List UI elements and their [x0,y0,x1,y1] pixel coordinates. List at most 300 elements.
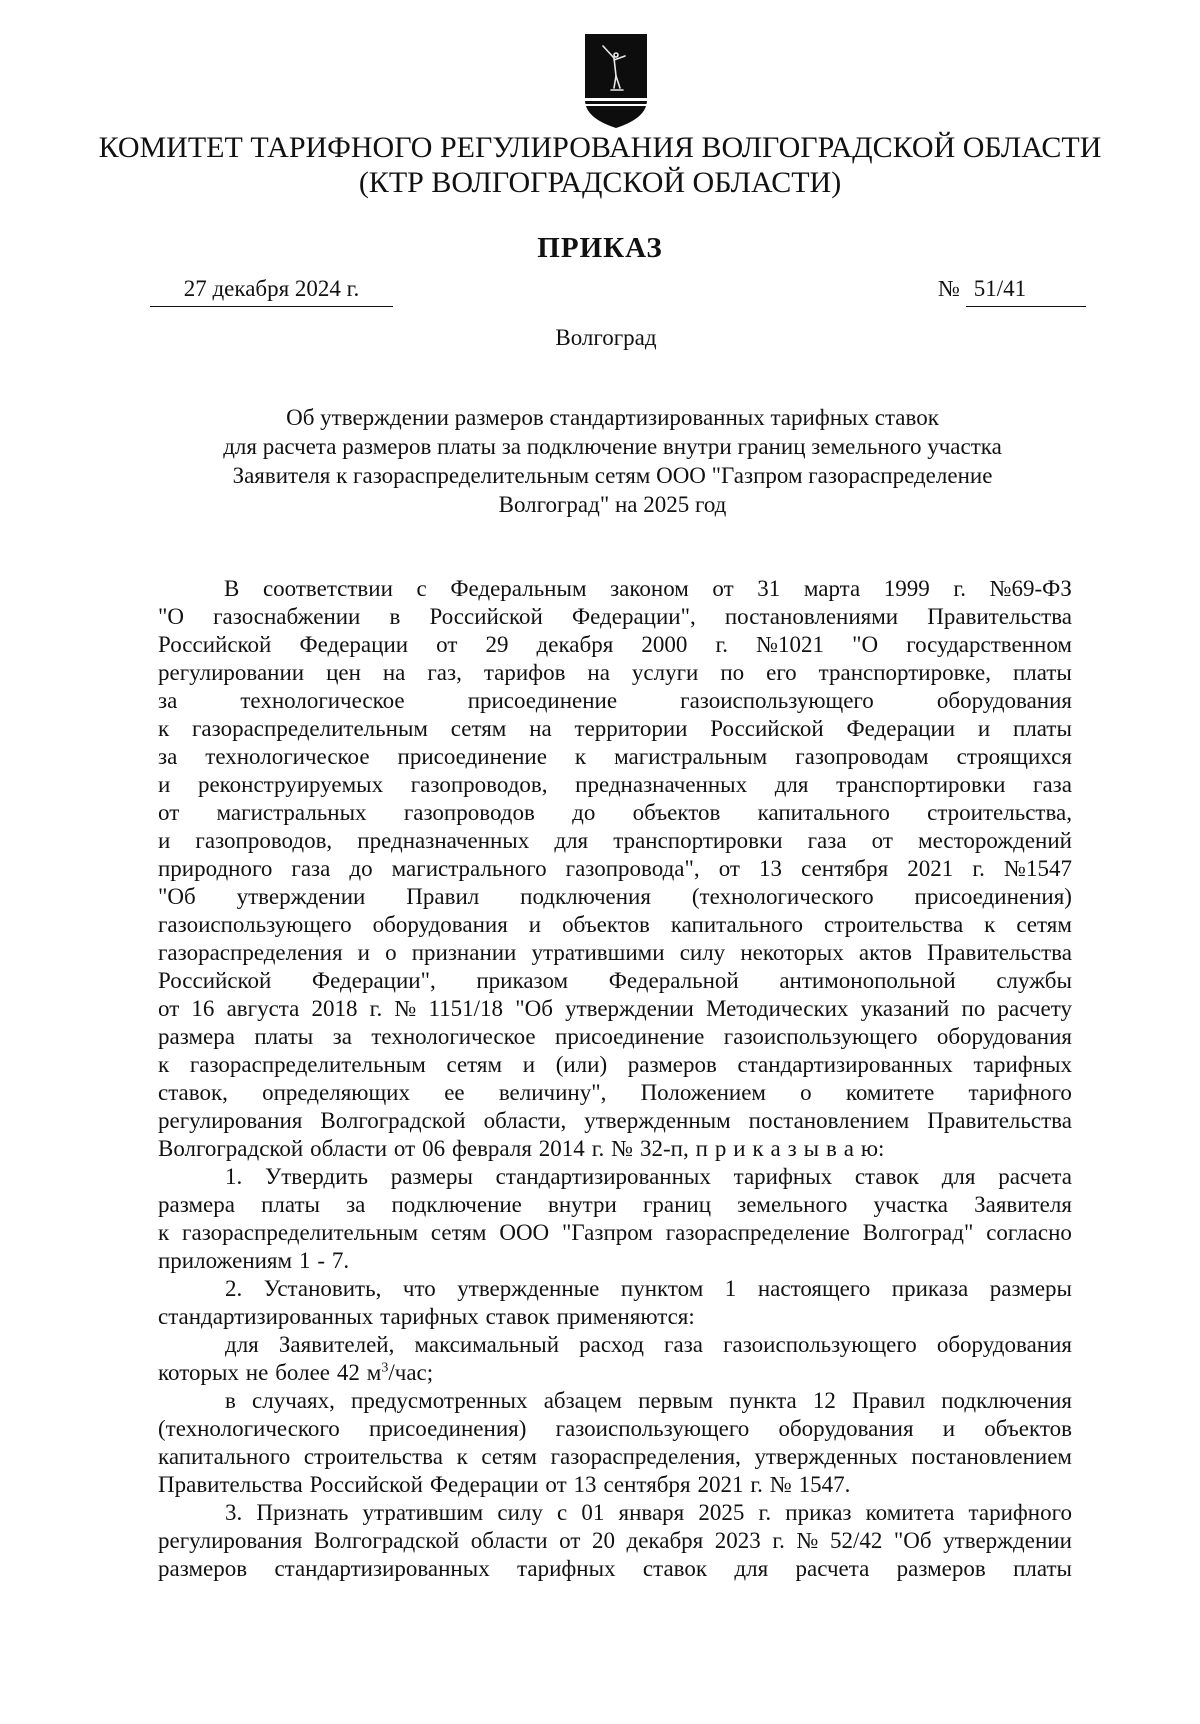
body-word: Российской [309,1472,423,1497]
body-line [158,1247,1072,1275]
body-word: сетям [1016,912,1072,937]
body-word: платы [261,1192,320,1217]
body-word: №1021 [756,632,825,657]
body-word: применяются: [556,1304,695,1329]
body-word: утратившим [362,1500,484,1525]
body-word: расчета [795,1556,870,1581]
body-word: Федерации", [571,604,696,629]
body-word: некоторых [740,940,844,965]
body-word: к [984,912,996,937]
body-word: до [572,800,596,825]
body-word: магистральных [216,800,367,825]
body-word: за [332,1024,352,1049]
body-word: "Об [893,1528,932,1553]
body-word: цен [326,660,361,685]
body-line [158,715,1072,743]
body-word: области [470,1528,548,1553]
body-line [158,1443,1072,1471]
body-word: регулировании [158,660,305,685]
body-line [158,1555,1072,1583]
body-word: 2. [225,1276,243,1301]
subject-line: Об утверждении размеров стандартизированных тарифных ставок [286,405,939,430]
body-word: газораспределения, [550,1444,741,1469]
body-line [158,1331,1072,1359]
order-number-field [938,276,1086,307]
body-word: пункта [729,1388,797,1413]
body-line [158,967,1072,995]
body-word: Утвердить [264,1164,368,1189]
body-word: законом [610,576,689,601]
org-name: КОМИТЕТ ТАРИФНОГО РЕГУЛИРОВАНИЯ ВОЛГОГРАДСКОЙ ОБЛАСТИ [98,131,1102,164]
body-word: постановлениями [724,604,899,629]
body-line [158,603,1072,631]
body-word: капитального [670,912,804,937]
body-word: 2000 [641,632,688,657]
body-word: на [529,716,552,741]
body-word: з [787,1136,797,1161]
body-word: приложениям [158,1248,293,1273]
body-word: 1. [225,1164,243,1189]
body-word: Правил [406,884,480,909]
body-word: тарифных [973,1052,1072,1077]
body-word: объектов [632,800,721,825]
body-word: до [349,856,373,881]
body-word: постановлением [911,1444,1072,1469]
body-word: величину", [498,1080,607,1105]
body-word: что [402,1276,436,1301]
body-word: Российской [158,968,272,993]
body-line [158,743,1072,771]
body-word: 2018 [311,996,358,1021]
body-word: для [774,772,809,797]
body-word: 42 [336,1360,360,1385]
body-word: к [158,1220,170,1245]
body-word: п [695,1136,708,1161]
body-word: Российской [710,716,824,741]
body-word: к [574,744,587,769]
body-word: декабря [626,1528,704,1553]
body-word: первым [638,1388,714,1413]
body-word: и [942,1416,956,1441]
body-word: присоединения) [368,1416,527,1441]
body-word: газораспределительным [182,1220,419,1245]
body-word: и [357,940,370,965]
body-word: оборудования [936,1332,1072,1357]
body-word: газоиспользующего [555,1416,750,1441]
body-word: тарифного [968,1500,1072,1525]
body-word: Правительства [927,1108,1072,1133]
body-word: "Об [158,884,196,909]
body-word: в [825,1136,837,1161]
order-date: 27 декабря 2024 г. [150,276,393,307]
body-line [158,1275,1072,1303]
body-word: соответствии [262,576,393,601]
body-word: Правительства [927,940,1072,965]
body-word: газоиспользующего [158,912,352,937]
body-word: государственном [906,632,1072,657]
body-word: тарифных [733,1164,833,1189]
body-word: указаний [860,996,950,1021]
body-word: для [225,1332,259,1357]
body-word: р [714,1136,727,1161]
body-word: стандартизированных [495,1164,711,1189]
body-word: антимонопольной [779,968,956,993]
body-word: тарифного [968,1080,1072,1105]
body-word: ю: [860,1136,885,1161]
body-word: утверждении [565,996,694,1021]
body-line [158,799,1072,827]
body-word: Правительства [158,1472,303,1497]
body-word: земельного [737,1192,848,1217]
body-word: г. [715,632,729,657]
body-word: строительства, [927,800,1072,825]
body-word: случаях, [252,1388,335,1413]
subject-line: Заявителя к газораспределительным сетям ООО "Газпром газораспределение [232,463,993,488]
body-word: платы [1013,716,1072,741]
body-word: сентября [603,1472,691,1497]
body-word: объектов [562,912,650,937]
body-word: от [158,996,180,1021]
body-word: 52/42 [829,1528,883,1553]
body-line [158,1387,1072,1415]
body-word: газопроводов, [410,772,548,797]
body-word: к [158,1052,170,1077]
body-word: №69-ФЗ [989,576,1072,601]
body-word: пунктом [620,1276,704,1301]
coat-of-arms-emblem [583,32,649,132]
body-word: Российской [158,632,272,657]
body-word: сетям [446,1052,503,1077]
body-word: 06 [422,1136,446,1161]
body-word: по [961,996,986,1021]
body-word: сетям [481,1444,537,1469]
body-word: "Газпром [562,1220,653,1245]
body-word: 1547. [798,1472,851,1497]
body-word: транспортировки [836,772,1006,797]
body-word: с [557,1500,568,1525]
body-word: платы [1012,660,1072,685]
body-word: строительства [303,1444,443,1469]
body-word: газопроводов [403,800,535,825]
body-word: 16 [191,996,215,1021]
body-word: приказа [891,1276,969,1301]
body-word: утвержденным [584,1108,731,1133]
body-word: Методических [705,996,849,1021]
body-word: на [382,660,406,685]
body-line [158,1527,1072,1555]
body-word: максимальный [414,1332,560,1357]
body-word: января [618,1500,685,1525]
body-word: Признать [256,1500,349,1525]
body-word: 2025 [698,1500,745,1525]
body-word: ы [803,1136,820,1161]
body-word: размеров [896,1556,986,1581]
body-word: силу [497,1500,543,1525]
body-word: г. [972,856,985,881]
body-word: утверждении [943,1528,1072,1553]
body-word: 31 [757,576,781,601]
body-word: 32-п, [640,1136,689,1161]
body-word: газораспределительным [192,716,428,741]
body-word: тарифов [483,660,566,685]
body-word: газоиспользующего [723,1024,918,1049]
body-word: оборудования [778,1416,914,1441]
body-word: которых [158,1360,239,1385]
body-word: согласно [986,1220,1072,1245]
body-word: стандартизированных [158,1304,374,1329]
body-word: стандартизированных [737,1052,953,1077]
body-word: и [158,828,171,853]
body-line [158,1023,1072,1051]
body-word: ставок [642,1556,708,1581]
body-word: настоящего [757,1276,871,1301]
body-word: г. [369,996,383,1021]
body-line [158,1359,1072,1387]
body-word: Правил [852,1388,926,1413]
body-word: ставок [485,1304,550,1329]
body-word: газораспределительным [189,1052,426,1077]
body-line [158,827,1072,855]
body-word: 01 [581,1500,605,1525]
body-word: не [245,1360,269,1385]
order-body [158,575,1072,1583]
body-word: Волгоградской [158,1136,304,1161]
body-word: области [310,1136,388,1161]
body-word: сетям [450,716,507,741]
body-word: газа [664,1332,703,1357]
body-word: стандартизированных [274,1556,490,1581]
body-word: № [796,1528,819,1553]
body-word: подключения [941,1388,1072,1413]
body-word: участка [873,1192,949,1217]
body-word: присоединения) [914,884,1072,909]
body-word: магистрального [391,856,547,881]
body-word: абзацем [543,1388,622,1413]
body-word: присоединение [397,744,547,769]
body-word: от [871,828,893,853]
body-word: № [611,1136,634,1161]
body-word: признании [411,940,517,965]
body-word: расчету [997,996,1072,1021]
body-word: Федеральным [450,576,587,601]
body-word: размеров [627,1052,717,1077]
body-word: более [275,1360,331,1385]
body-line [158,659,1072,687]
body-word: сентября [801,856,889,881]
body-word: №1547 [1004,856,1072,881]
body-word: транспортировки [613,828,783,853]
body-line [158,1163,1072,1191]
body-word: Волгоград" [862,1220,974,1245]
body-line [158,1303,1072,1331]
body-word: расход [579,1332,644,1357]
body-word: г. [758,1500,772,1525]
body-word: газопроводов, [195,828,333,853]
body-word: 2023 [714,1528,761,1553]
body-word: платы [1013,1556,1072,1581]
body-word: размеры [390,1164,473,1189]
body-line [158,1107,1072,1135]
body-line [158,1219,1072,1247]
body-word: Установить, [263,1276,382,1301]
body-word: оборудования [936,1024,1072,1049]
body-word: Федерации [846,716,956,741]
body-word: декабря [536,632,614,657]
body-word: Волгоградской [320,1108,466,1133]
body-word: к [456,1444,468,1469]
body-word: ставок [854,1164,919,1189]
body-word: за [346,1192,366,1217]
body-word: августа [226,996,300,1021]
body-word: технологическое [205,744,370,769]
body-word: внутри [548,1192,617,1217]
body-word: для [554,828,589,853]
body-word: и [522,1052,536,1077]
body-word: В [224,576,240,601]
body-word: Волгоградской [313,1528,460,1553]
body-word: (технологического [158,1416,340,1441]
body-word: службы [996,968,1072,993]
body-word: транспортировке, [818,660,991,685]
body-word: границ [642,1192,712,1217]
body-line [158,911,1072,939]
body-word: февраля [451,1136,532,1161]
body-word: газа [291,856,331,881]
body-word: строительства [824,912,964,937]
body-word: оборудования [936,688,1072,713]
body-word: и [977,716,991,741]
body-word: Заявителей, [278,1332,395,1357]
body-word: от [436,632,458,657]
body-word: размеры [989,1276,1072,1301]
body-word: 2021 [907,856,954,881]
body-word: технологическое [240,688,405,713]
body-word: регулирования [158,1528,303,1553]
body-word: 2021 [697,1472,744,1497]
body-word: газоиспользующего [680,688,874,713]
body-word: его [766,660,797,685]
body-word: к [752,1136,764,1161]
body-word: размеров [158,1556,248,1581]
body-word: 1999 [883,576,930,601]
subject-line: Волгоград" на 2025 год [498,492,727,517]
body-word: подключение [391,1192,522,1217]
body-word: подключения [520,884,651,909]
body-word: 1151/18 [428,996,504,1021]
body-word: г. [750,1472,763,1497]
body-word: тарифных [380,1304,479,1329]
body-word: о [800,1080,812,1105]
body-line [158,771,1072,799]
body-word: г. [953,576,966,601]
body-word: от [718,856,740,881]
body-line [158,1051,1072,1079]
body-word: от [158,800,180,825]
body-line [158,855,1072,883]
body-word: капитального [757,800,890,825]
body-line [158,1499,1072,1527]
order-number: 51/41 [966,276,1086,307]
body-word: Российской [429,604,543,629]
body-word: от [712,576,734,601]
body-word: № [769,1472,792,1497]
body-word: к [158,716,170,741]
body-word: предусмотренных [351,1388,528,1413]
body-word: газоснабжении [213,604,361,629]
org-short-name: (КТР ВОЛГОГРАДСКОЙ ОБЛАСТИ) [358,166,842,199]
body-word: газоиспользующего [723,1332,917,1357]
body-word: о [385,940,397,965]
body-word: и [733,1136,746,1161]
body-line [158,1135,1072,1163]
body-word: месторождений [918,828,1072,853]
body-word: (технологического [691,884,874,909]
body-word: за [158,688,178,713]
body-word: определяющих [262,1080,410,1105]
body-word: 13 [573,1472,597,1497]
body-word: от [559,1528,581,1553]
body-word: 1 [724,1276,737,1301]
body-line [158,1415,1072,1443]
body-line [158,1191,1072,1219]
body-word: № [394,996,417,1021]
body-word: в [389,604,401,629]
body-word: Заявителя [974,1192,1072,1217]
order-subject [150,403,1075,519]
body-word: предназначенных [357,828,530,853]
body-word: утверждении [236,884,366,909]
body-word: Федерации [299,632,409,657]
body-word: присоединение [467,688,618,713]
body-line [158,575,1072,603]
body-word: утвержденные [457,1276,600,1301]
body-word: по [720,660,745,685]
body-word: объектов [984,1416,1072,1441]
body-word: регулирования [158,1108,303,1133]
body-word: ставок, [158,1080,228,1105]
body-word: размера [158,1024,235,1049]
body-word: 7. [331,1248,350,1273]
body-word: от [545,1472,567,1497]
body-word: газопроводам [795,744,929,769]
body-word: природного [158,856,273,881]
body-word: (или) [555,1052,608,1077]
body-word: а [843,1136,854,1161]
body-word: оборудования [372,912,508,937]
body-word: "Об [515,996,553,1021]
body-word: а [770,1136,781,1161]
body-word: ее [444,1080,465,1105]
body-word: Федеральной [608,968,739,993]
body-word: "О [852,632,879,657]
body-word: для [941,1164,976,1189]
body-word: г. [591,1136,605,1161]
body-word: от [393,1136,416,1161]
body-line [158,995,1072,1023]
document-type: ПРИКАЗ [537,232,663,264]
body-word: актов [858,940,913,965]
body-word: платы [254,1024,314,1049]
body-word: приказ [785,1500,852,1525]
body-word: капитального [158,1444,291,1469]
body-word: газа [1033,772,1072,797]
body-word: с [416,576,427,601]
body-word: Положением [640,1080,766,1105]
body-word: газораспределения [158,940,343,965]
body-word: Правительства [927,604,1072,629]
body-word: ООО [499,1220,550,1245]
body-word: услуги [631,660,699,685]
